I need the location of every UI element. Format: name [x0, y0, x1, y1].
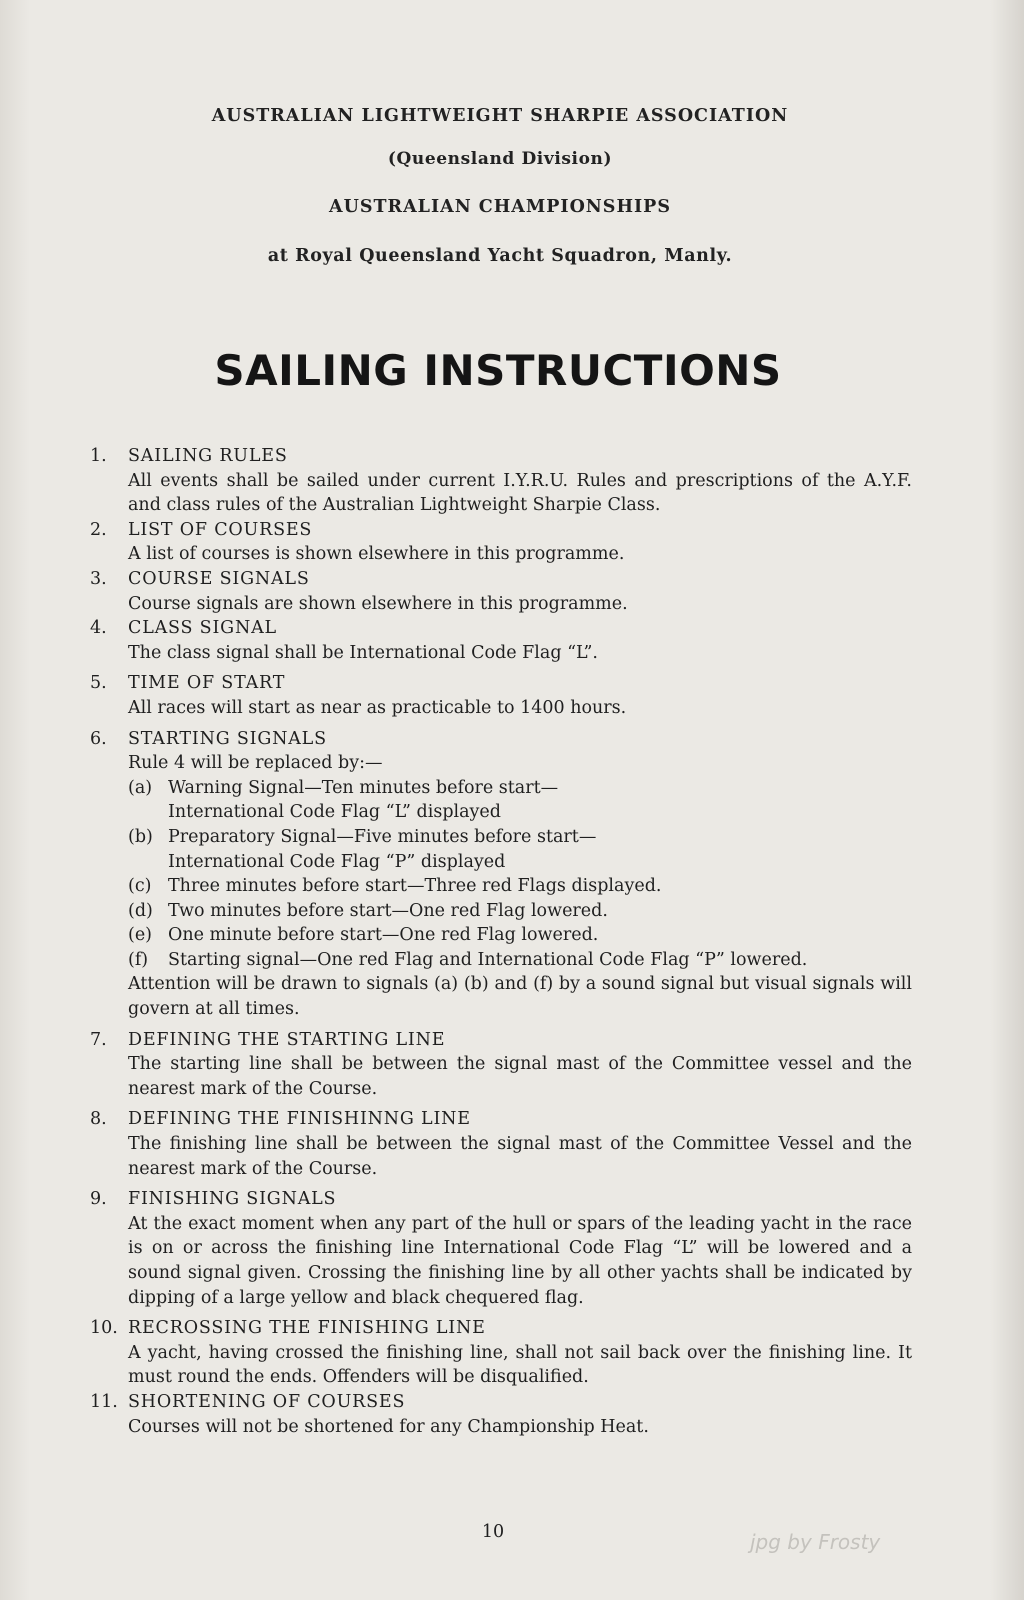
section-number: 6.: [90, 728, 107, 749]
signal-label: (a): [128, 777, 153, 798]
signal-text-continued: International Code Flag “L” displayed: [168, 802, 501, 823]
page-number: 10: [481, 1522, 505, 1542]
signal-item-a: [128, 776, 912, 825]
section-heading: SHORTENING OF COURSES: [128, 1391, 406, 1412]
section-number: 9.: [90, 1189, 107, 1210]
section-9: [90, 1187, 912, 1310]
section-8: [90, 1107, 912, 1181]
signal-label: (f): [128, 949, 149, 970]
section-heading: SAILING RULES: [128, 446, 288, 466]
section-text: A yacht, having crossed the finishing line, shall not sail back over the finishing line. It must round the ends. Offenders will be disqualified.: [128, 1342, 912, 1388]
association-name: AUSTRALIAN LIGHTWEIGHT SHARPIE ASSOCIATION: [211, 106, 789, 126]
section-text: All events shall be sailed under current I.Y.R.U. Rules and prescriptions of the A.Y.F. and class rules of the Australian Lightweight Sharpie Class.: [128, 470, 912, 516]
signal-text: One minute before start—One red Flag lowered.: [168, 925, 599, 946]
section-heading: STARTING SIGNALS: [128, 728, 327, 749]
signal-text: Warning Signal—Ten minutes before start—: [168, 777, 559, 798]
section-number: 11.: [90, 1391, 118, 1412]
section-number: 10.: [90, 1318, 118, 1339]
section-intro: Rule 4 will be replaced by:—: [128, 753, 383, 774]
page-title: SAILING INSTRUCTIONS: [214, 346, 782, 395]
section-7: [90, 1028, 912, 1102]
signal-label: (d): [128, 900, 153, 921]
signal-item-d: [128, 899, 912, 924]
section-outro: Attention will be drawn to signals (a) (b) and (f) by a sound signal but visual signals will govern at all times.: [128, 974, 912, 1020]
section-text: At the exact moment when any part of the hull or spars of the leading yacht in the race is on or across the finishing line International Code Flag “L” will be lowered and a sound signal given. Crossing the finishing line by all other yachts shall be indicated by dipping of a large yellow and black chequered flag.: [128, 1213, 912, 1308]
signal-label: (c): [128, 876, 152, 897]
watermark: jpg by Frosty: [750, 1530, 881, 1554]
section-heading: COURSE SIGNALS: [128, 568, 310, 589]
section-3: [90, 567, 912, 616]
section-text: A list of courses is shown elsewhere in this programme.: [128, 544, 625, 565]
section-number: 1.: [90, 446, 107, 466]
section-11: [90, 1390, 912, 1439]
section-heading: CLASS SIGNAL: [128, 618, 277, 639]
venue: at Royal Queensland Yacht Squadron, Manly.: [267, 246, 733, 266]
signal-text-continued: International Code Flag “P” displayed: [168, 851, 506, 872]
signal-text: Preparatory Signal—Five minutes before start—: [168, 826, 597, 847]
event-name: AUSTRALIAN CHAMPIONSHIPS: [329, 197, 671, 217]
signal-item-b: [128, 825, 912, 874]
section-2: [90, 518, 912, 567]
section-10: [90, 1316, 912, 1390]
section-text: Course signals are shown elsewhere in this programme.: [128, 593, 628, 614]
section-heading: TIME OF START: [128, 673, 286, 694]
section-heading: DEFINING THE FINISHINNG LINE: [128, 1109, 471, 1130]
signal-text: Two minutes before start—One red Flag lowered.: [168, 900, 608, 921]
signal-label: (e): [128, 925, 153, 946]
section-text: The finishing line shall be between the signal mast of the Committee Vessel and the nearest mark of the Course.: [128, 1134, 912, 1179]
section-number: 3.: [90, 568, 107, 589]
section-number: 8.: [90, 1109, 107, 1130]
section-heading: DEFINING THE STARTING LINE: [128, 1029, 446, 1050]
section-number: 4.: [90, 618, 107, 639]
section-text: The class signal shall be International Code Flag “L”.: [128, 642, 598, 663]
signal-label: (b): [128, 826, 153, 847]
section-heading: FINISHING SIGNALS: [128, 1189, 337, 1210]
signal-item-e: [128, 923, 912, 948]
section-5: [90, 671, 912, 720]
instructions-list: [90, 444, 912, 1439]
section-text: All races will start as near as practicable to 1400 hours.: [128, 697, 627, 718]
section-text: The starting line shall be between the signal mast of the Committee vessel and the nearest mark of the Course.: [128, 1054, 912, 1099]
section-heading: LIST OF COURSES: [128, 519, 313, 540]
section-1: [90, 444, 912, 518]
section-heading: RECROSSING THE FINISHING LINE: [128, 1318, 486, 1339]
division-name: (Queensland Division): [387, 149, 613, 169]
signal-text: Three minutes before start—Three red Flags displayed.: [168, 876, 662, 897]
signal-item-f: [128, 948, 912, 973]
section-text: Courses will not be shortened for any Championship Heat.: [128, 1416, 649, 1437]
section-number: 5.: [90, 673, 107, 694]
signal-text: Starting signal—One red Flag and International Code Flag “P” lowered.: [168, 949, 808, 970]
section-4: [90, 616, 912, 665]
section-number: 2.: [90, 519, 107, 540]
section-6: [90, 727, 912, 1022]
section-number: 7.: [90, 1029, 107, 1050]
signal-item-c: [128, 874, 912, 899]
